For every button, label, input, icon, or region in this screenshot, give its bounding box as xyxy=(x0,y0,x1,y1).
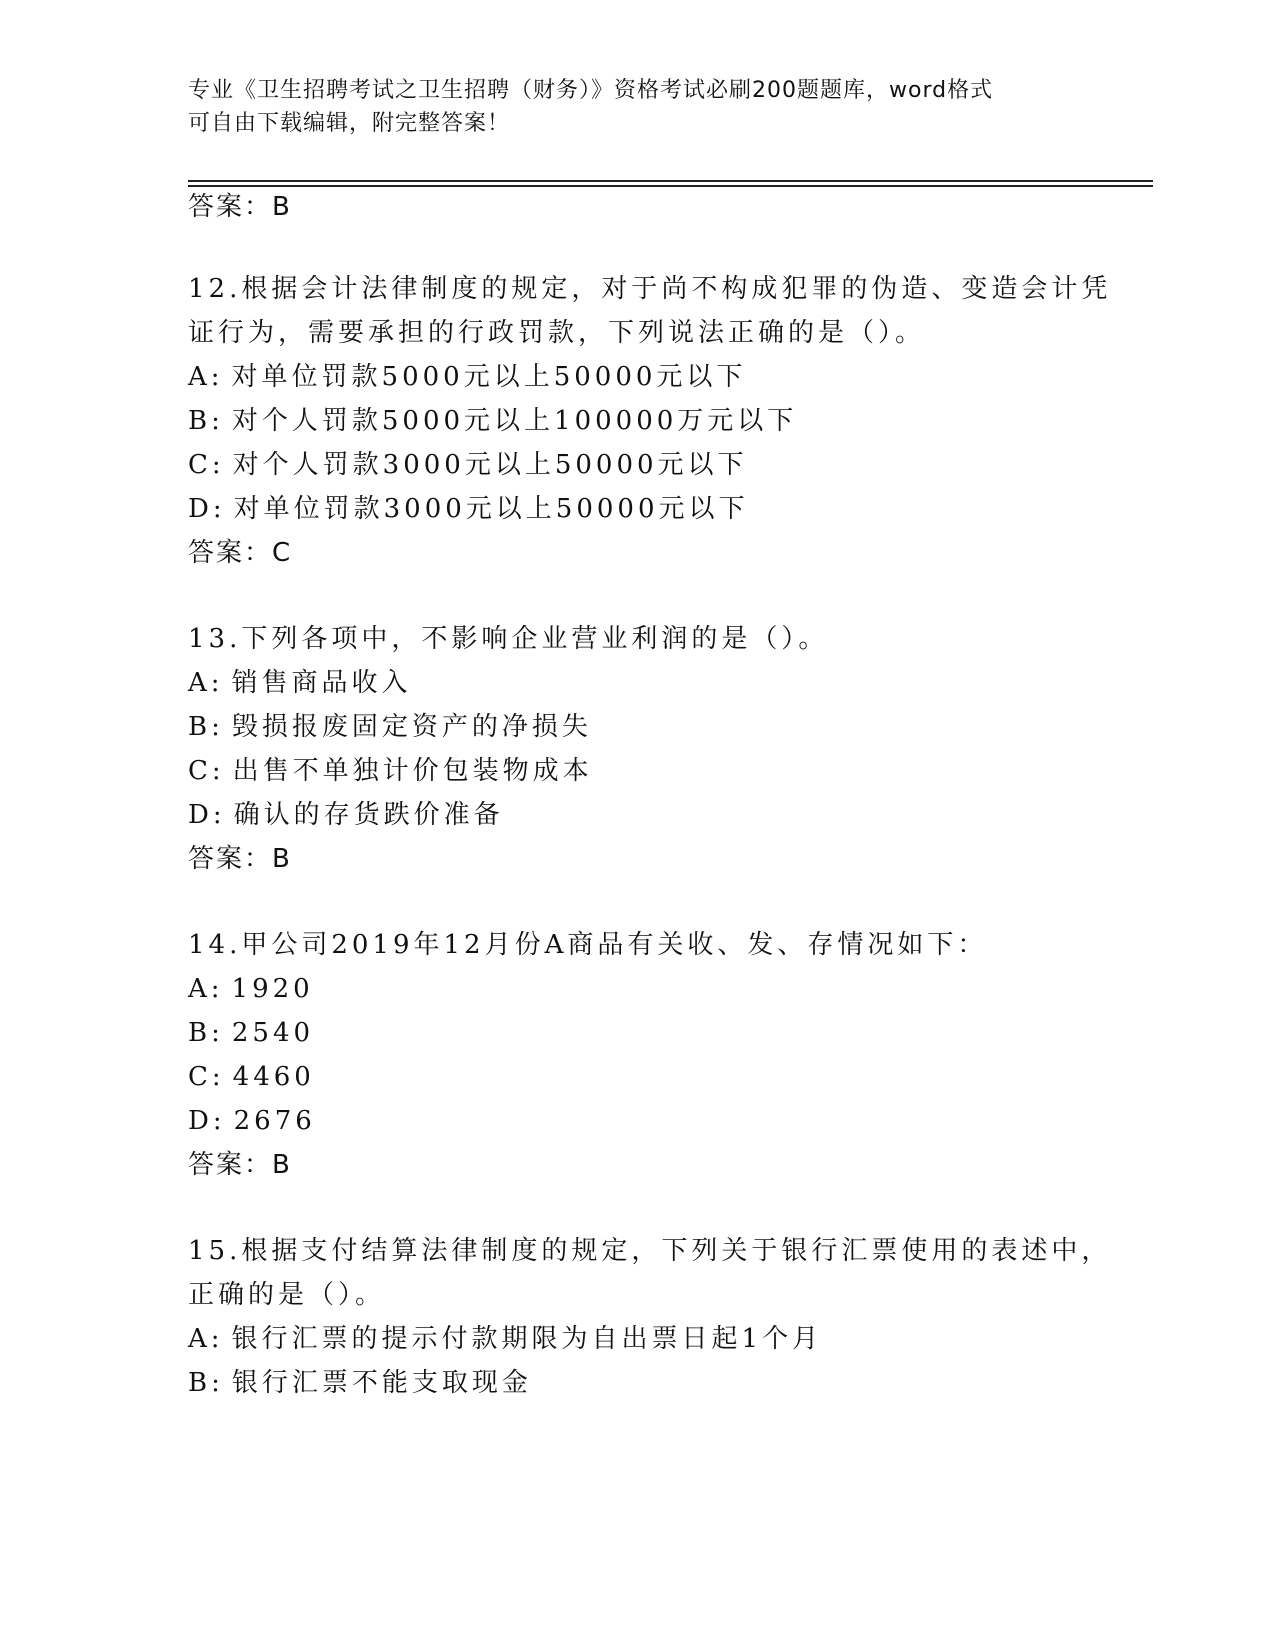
question-14-stem-line-1: 14.甲公司2019年12月份A商品有关收、发、存情况如下： xyxy=(188,930,988,960)
question-13-option-d: D: 确认的存货跌价准备 xyxy=(188,800,504,830)
question-12-stem-line-2: 证行为，需要承担的行政罚款，下列说法正确的是（）。 xyxy=(188,318,926,348)
question-13-stem-line-1: 13.下列各项中，不影响企业营业利润的是（）。 xyxy=(188,624,829,654)
header-rule-top xyxy=(188,180,1153,182)
question-12-option-c: C: 对个人罚款3000元以上50000元以下 xyxy=(188,450,748,480)
question-12-answer: 答案：C xyxy=(188,538,293,568)
question-15-option-b: B: 银行汇票不能支取现金 xyxy=(188,1368,532,1398)
question-13-option-a: A: 销售商品收入 xyxy=(188,668,412,698)
question-14-answer: 答案：B xyxy=(188,1150,292,1180)
header-rule-bottom xyxy=(188,185,1153,187)
question-13-option-c: C: 出售不单独计价包装物成本 xyxy=(188,756,593,786)
question-15-stem-line-2: 正确的是（）。 xyxy=(188,1280,386,1310)
question-12-option-d: D: 对单位罚款3000元以上50000元以下 xyxy=(188,494,749,524)
question-14-option-c: C: 4460 xyxy=(188,1062,315,1092)
question-15-stem-line-1: 15.根据支付结算法律制度的规定，下列关于银行汇票使用的表述中， xyxy=(188,1236,1112,1266)
answer-line: 答案：B xyxy=(188,192,292,222)
question-13-option-b: B: 毁损报废固定资产的净损失 xyxy=(188,712,592,742)
question-12-option-b: B: 对个人罚款5000元以上100000万元以下 xyxy=(188,406,798,436)
header-line-2: 可自由下载编辑，附完整答案！ xyxy=(188,111,511,136)
question-14-option-a: A: 1920 xyxy=(188,974,314,1004)
header-line-1: 专业《卫生招聘考试之卫生招聘（财务）》资格考试必刷200题题库，word格式 xyxy=(188,78,994,103)
question-13-answer: 答案：B xyxy=(188,844,292,874)
page-header xyxy=(188,74,1088,140)
question-12-stem-line-1: 12.根据会计法律制度的规定，对于尚不构成犯罪的伪造、变造会计凭 xyxy=(188,274,1112,304)
question-12-option-a: A: 对单位罚款5000元以上50000元以下 xyxy=(188,362,747,392)
question-15-option-a: A: 银行汇票的提示付款期限为自出票日起1个月 xyxy=(188,1324,823,1354)
question-14-option-d: D: 2676 xyxy=(188,1106,316,1136)
question-14-option-b: B: 2540 xyxy=(188,1018,315,1048)
